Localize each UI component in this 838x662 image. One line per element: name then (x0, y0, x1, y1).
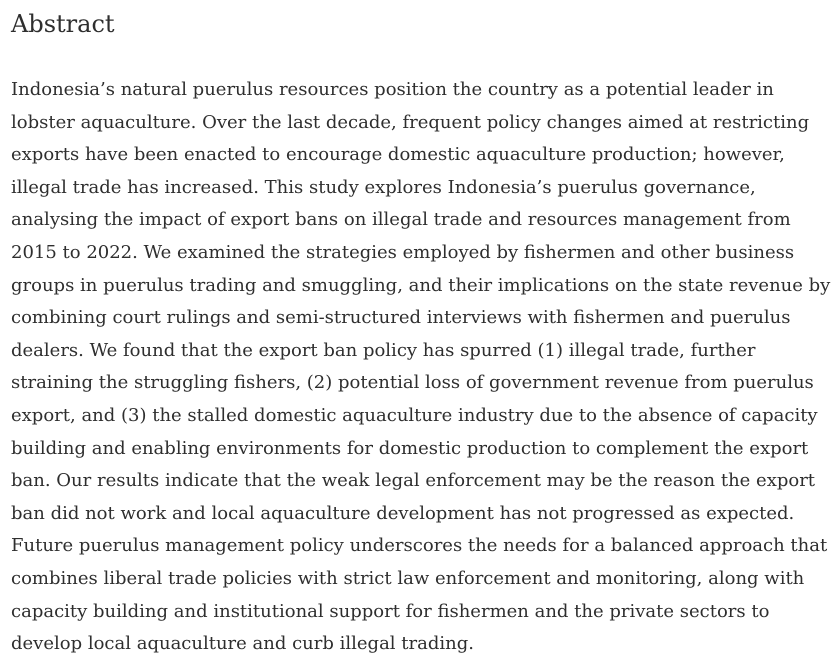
abstract-line: analysing the impact of export bans on illegal trade and resources management from (11, 209, 791, 231)
abstract-line: export, and (3) the stalled domestic aquaculture industry due to the absence of capacity (11, 404, 818, 426)
abstract-line: combines liberal trade policies with strict law enforcement and monitoring, along with (11, 567, 805, 589)
abstract-line: Future puerulus management policy underscores the needs for a balanced approach that (11, 535, 828, 557)
abstract-line: combining court rulings and semi-structured interviews with fishermen and puerulus (11, 307, 791, 329)
abstract-line: ban. Our results indicate that the weak legal enforcement may be the reason the export (11, 470, 816, 492)
abstract-line: lobster aquaculture. Over the last decade, frequent policy changes aimed at restricting (11, 111, 810, 133)
abstract-line: ban did not work and local aquaculture development has not progressed as expected. (11, 502, 795, 524)
abstract-line: dealers. We found that the export ban policy has spurred (1) illegal trade, further (11, 339, 756, 361)
abstract-line: develop local aquaculture and curb illegal trading. (11, 633, 474, 655)
abstract-line: groups in puerulus trading and smuggling, and their implications on the state revenue by (11, 274, 831, 296)
abstract-body (11, 74, 835, 661)
abstract-line: exports have been enacted to encourage domestic aquaculture production; however, (11, 144, 785, 166)
abstract-line: straining the struggling fishers, (2) potential loss of government revenue from puerulus (11, 372, 814, 394)
abstract-heading: Abstract (11, 10, 115, 38)
abstract-line: building and enabling environments for domestic production to complement the export (11, 437, 809, 459)
abstract-section (11, 8, 835, 661)
abstract-line: capacity building and institutional support for fishermen and the private sectors to (11, 600, 770, 622)
abstract-line: 2015 to 2022. We examined the strategies employed by fishermen and other business (11, 241, 795, 263)
abstract-line: Indonesia’s natural puerulus resources position the country as a potential leader in (11, 79, 774, 100)
abstract-line: illegal trade has increased. This study explores Indonesia’s puerulus governance, (11, 176, 756, 198)
